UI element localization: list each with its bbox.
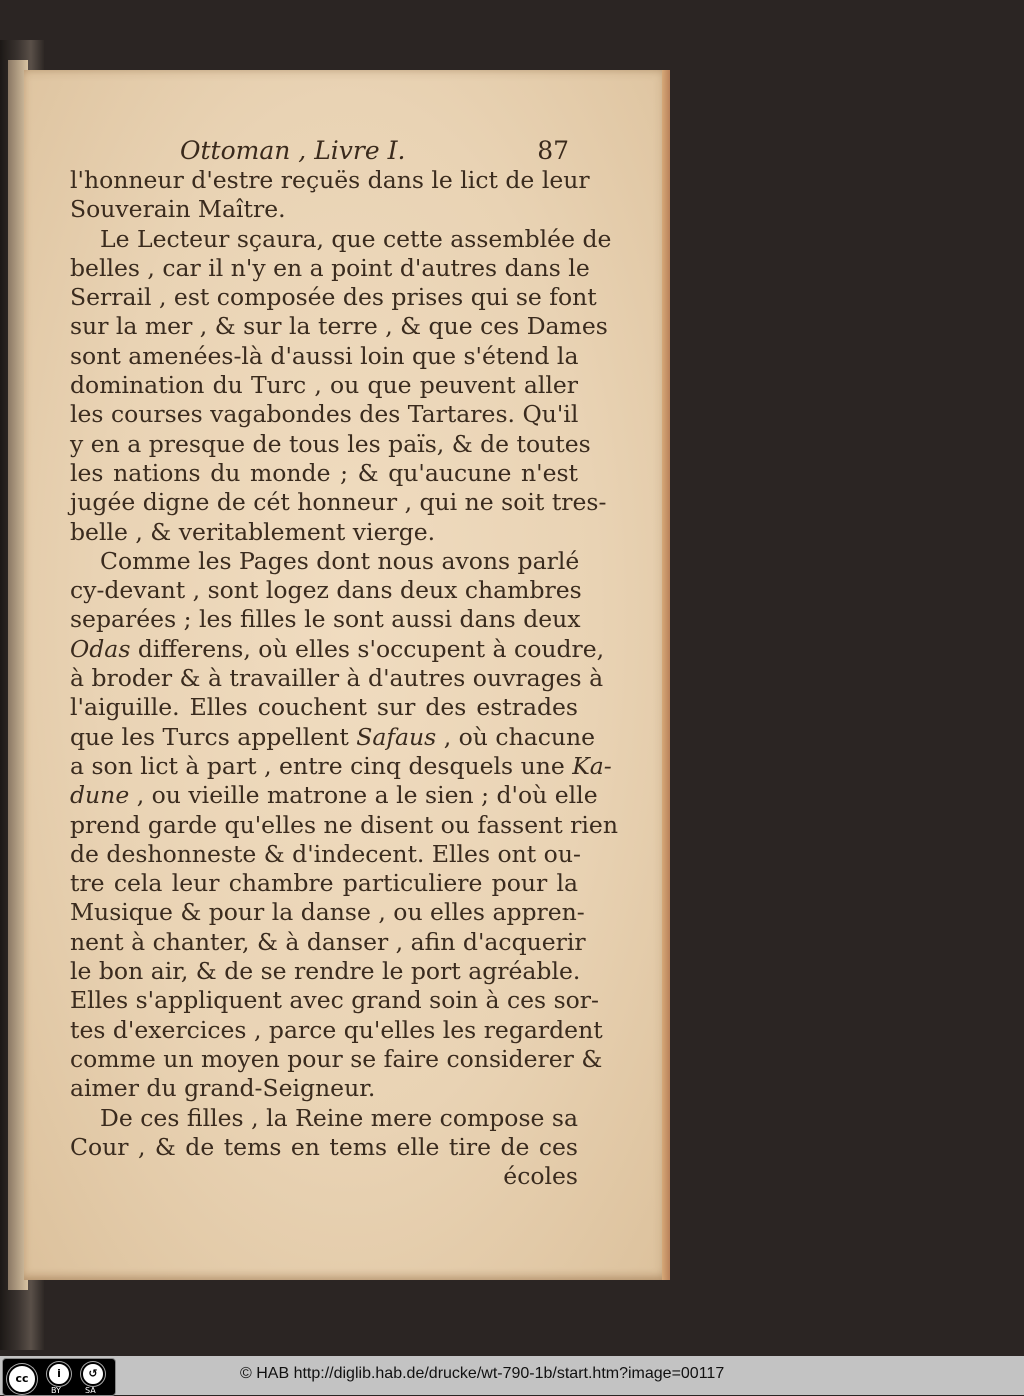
text-segment: de deshonneste & d'indecent. Elles ont ou-: [70, 839, 581, 868]
text-segment: y en a presque de tous les païs, & de toutes: [70, 429, 591, 458]
text-line: [70, 751, 612, 781]
text-segment: comme un moyen pour se faire considerer &: [70, 1044, 603, 1073]
text-segment: a son lict à part , entre cinq desquels une: [70, 751, 573, 780]
text-line: [70, 576, 582, 605]
text-segment: Elles s'appliquent avec grand soin à ces sor-: [70, 986, 599, 1015]
italic-term: Ka-: [572, 751, 612, 780]
text-segment: differens, où elles s'occupent à coudre,: [130, 634, 605, 663]
text-line: [70, 986, 599, 1015]
text-line: [70, 927, 586, 957]
text-line: [70, 253, 590, 283]
attribution-icon: i: [47, 1362, 71, 1386]
text-segment: jugée digne de cét honneur , qui ne soit tres-: [70, 488, 607, 517]
text-segment: separées ; les filles le sont aussi dans deux: [70, 605, 581, 634]
text-segment: belle , & veritablement vierge.: [70, 517, 436, 546]
text-line: [70, 371, 578, 400]
body-text: [70, 166, 618, 1191]
text-line: [70, 605, 581, 634]
text-segment: l'honneur d'estre reçuës dans le lict de leur: [70, 166, 590, 194]
text-segment: De ces filles , la Reine mere compose sa: [100, 1103, 578, 1132]
text-line: [70, 634, 605, 664]
by-label: BY: [51, 1386, 61, 1395]
text-segment: l'aiguille. Elles couchent sur des estrades: [70, 693, 578, 722]
text-line: [70, 312, 608, 341]
text-segment: cy-devant , sont logez dans deux chambres: [70, 576, 582, 605]
text-segment: Le Lecteur sçaura, que cette assemblée de: [100, 224, 612, 253]
text-line: [70, 195, 578, 224]
text-line: [70, 547, 578, 576]
text-segment: écoles: [503, 1162, 578, 1191]
cc-icon: cc: [7, 1364, 37, 1394]
source-credit-link[interactable]: © HAB http://diglib.hab.de/drucke/wt-790-1b/start.htm?image=00117: [240, 1365, 725, 1382]
italic-term: Odas: [70, 634, 131, 663]
text-line: [70, 488, 607, 517]
text-line: [70, 1162, 578, 1191]
text-segment: , ou vieille matrone a le sien ; d'où elle: [129, 781, 598, 810]
text-segment: Souverain Maître.: [70, 195, 286, 224]
cc-by-sa-license-badge[interactable]: [2, 1358, 116, 1396]
text-segment: belles , car il n'y en a point d'autres dans le: [70, 253, 590, 282]
share-alike-icon: ↺: [81, 1362, 105, 1386]
text-segment: les nations du monde ; & qu'aucune n'est: [70, 458, 578, 487]
text-line: [70, 1015, 603, 1045]
text-segment: sur la mer , & sur la terre , & que ces Dames: [70, 312, 608, 341]
text-segment: tes d'exercices , parce qu'elles les regardent: [70, 1015, 603, 1044]
italic-term: Safaus: [356, 722, 437, 751]
text-line: [70, 429, 591, 459]
text-line: [70, 810, 618, 840]
text-segment: que les Turcs appellent: [70, 722, 357, 751]
text-line: [70, 1074, 578, 1103]
footer-bar: [0, 1356, 1024, 1395]
text-line: [70, 166, 590, 195]
page-number: 87: [537, 136, 569, 165]
running-head: [180, 136, 575, 170]
sa-label: SA: [85, 1386, 96, 1395]
text-segment: Serrail , est composée des prises qui se font: [70, 283, 597, 312]
page-edge-right: [662, 70, 670, 1280]
text-line: [70, 1044, 603, 1074]
text-segment: Cour , & de tems en tems elle tire de ces: [70, 1132, 578, 1161]
text-segment: Musique & pour la danse , ou elles appren-: [70, 898, 585, 927]
text-line: [70, 400, 578, 429]
text-segment: , où chacune: [436, 722, 596, 751]
text-line: [70, 693, 578, 722]
text-line: [70, 1133, 578, 1162]
text-line: [70, 839, 581, 869]
text-line: [70, 869, 578, 898]
text-segment: tre cela leur chambre particuliere pour la: [70, 869, 578, 898]
text-segment: nent à chanter, & à danser , afin d'acquerir: [70, 927, 586, 956]
text-segment: prend garde qu'elles ne disent ou fassent rien: [70, 810, 618, 839]
text-line: [70, 898, 585, 927]
text-line: [70, 224, 612, 254]
text-line: [70, 664, 604, 693]
text-line: [70, 1104, 578, 1133]
text-line: [70, 459, 578, 488]
text-segment: les courses vagabondes des Tartares. Qu'il: [70, 400, 579, 429]
text-line: [70, 722, 596, 752]
text-segment: le bon air, & de se rendre le port agréable.: [70, 957, 581, 986]
text-line: [70, 283, 597, 312]
text-segment: aimer du grand-Seigneur.: [70, 1074, 376, 1103]
text-segment: sont amenées-là d'aussi loin que s'étend la: [70, 341, 579, 370]
text-line: [70, 518, 578, 547]
text-line: [70, 781, 598, 810]
text-segment: Comme les Pages dont nous avons parlé: [100, 546, 580, 575]
text-line: [70, 342, 578, 371]
text-line: [70, 957, 581, 986]
text-segment: domination du Turc , ou que peuvent aller: [70, 371, 578, 400]
italic-term: dune: [70, 781, 130, 810]
text-segment: à broder & à travailler à d'autres ouvrages à: [70, 664, 604, 693]
running-head-title: Ottoman , Livre I.: [180, 136, 406, 165]
